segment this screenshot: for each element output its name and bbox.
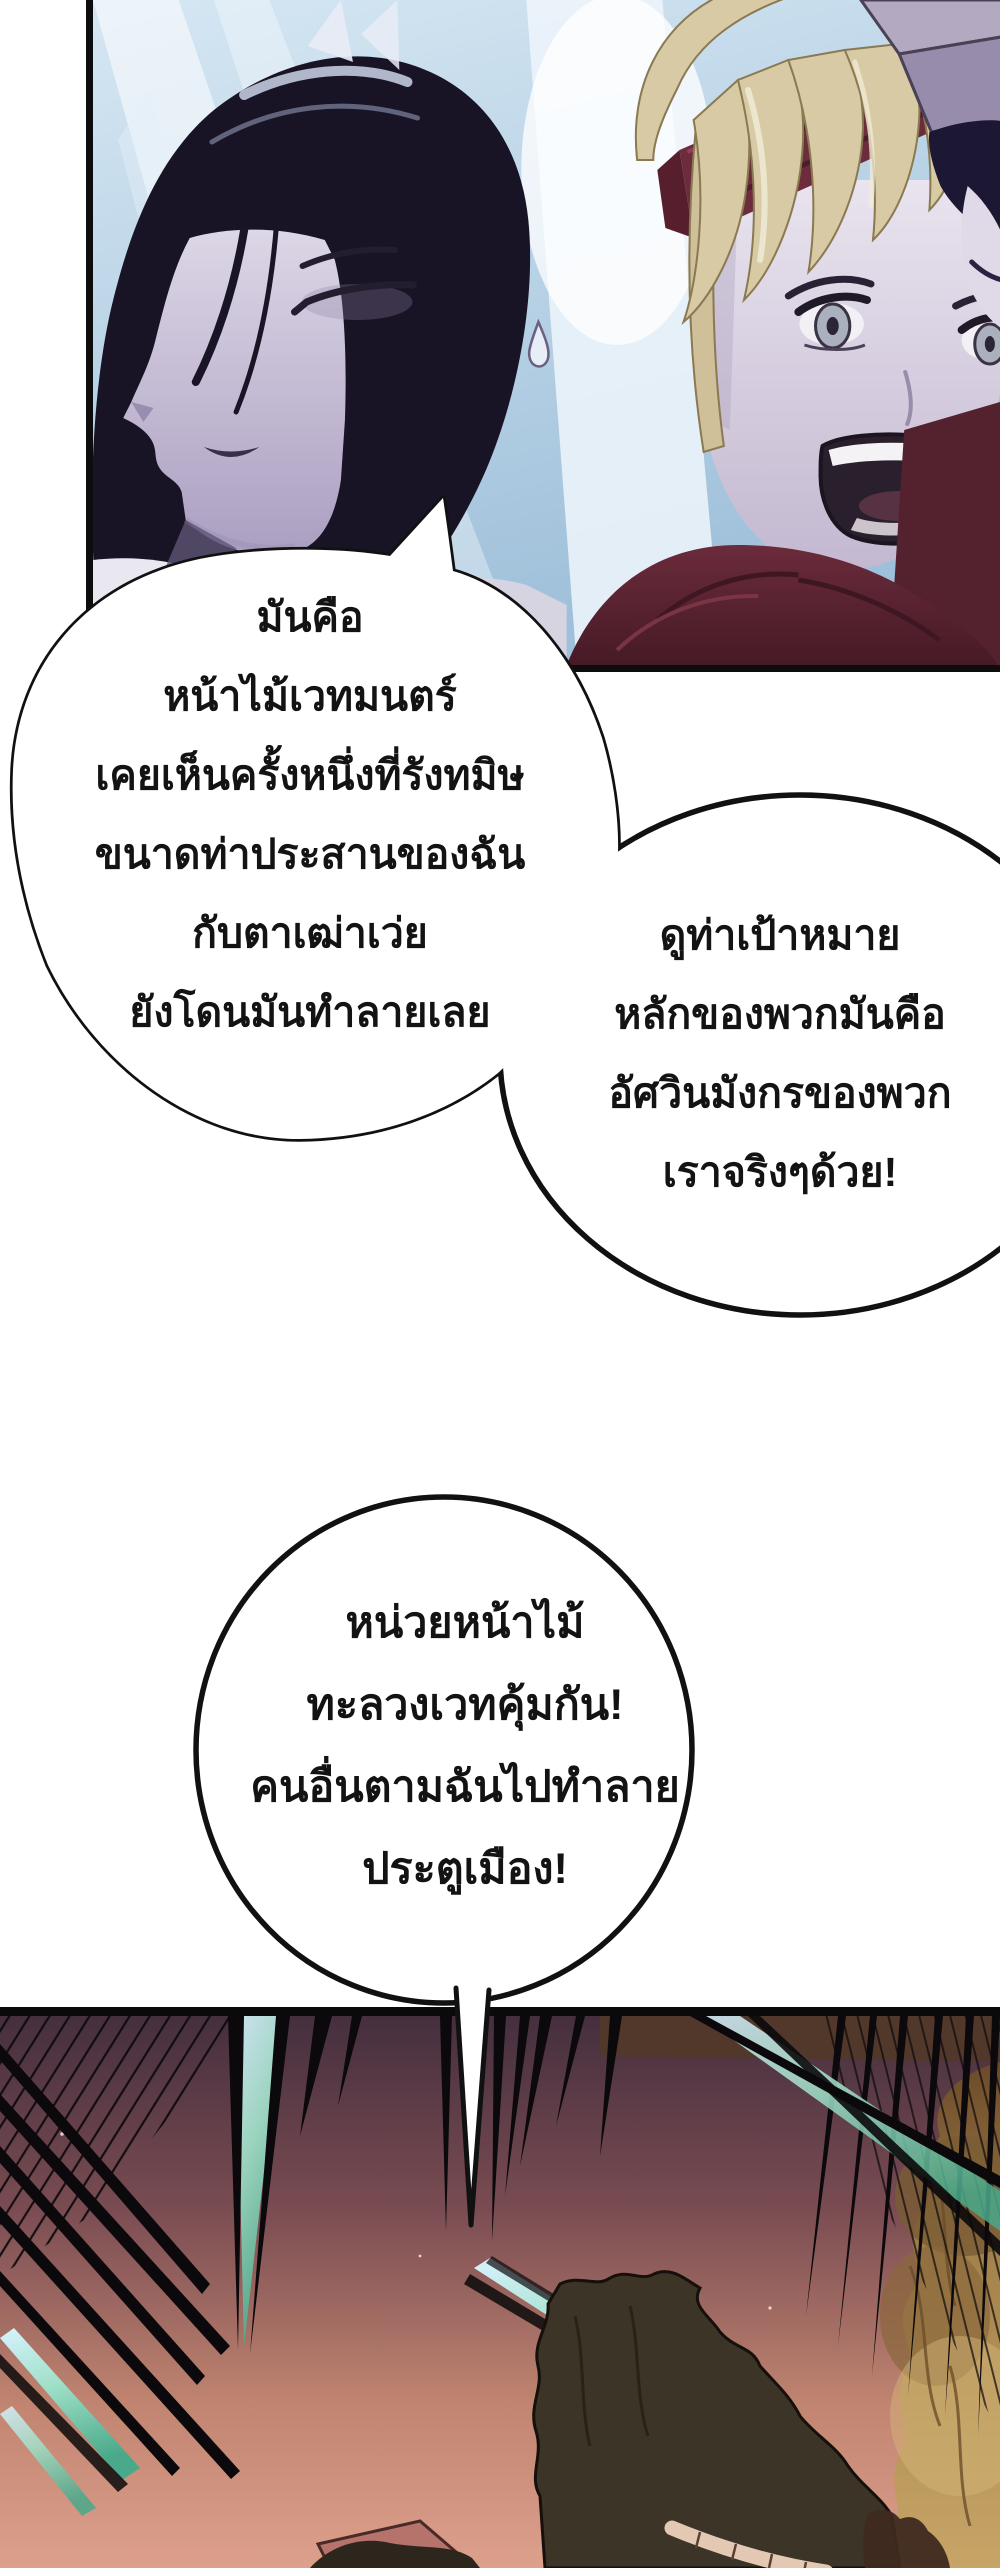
speech-line: หลักของพวกมันคือ (614, 991, 946, 1037)
speech-line: อัศวินมังกรของพวก (608, 1070, 952, 1116)
speech-line: ขนาดท่าประสานของฉัน (94, 831, 526, 877)
speech-line: คนอื่นตามฉันไปทำลาย (250, 1763, 680, 1811)
speech-line: ประตูเมือง! (362, 1845, 568, 1893)
speech-bubble-2-text (545, 896, 1000, 1212)
speech-line: มันคือ (256, 594, 364, 640)
speech-bubble-3-text (200, 1582, 730, 1910)
speech-line: เราจริงๆด้วย! (662, 1149, 898, 1195)
speech-line: กับตาเฒ่าเว่ย (192, 910, 428, 956)
speech-line: หน่วยหน้าไม้ (345, 1599, 585, 1647)
speech-line: หน้าไม้เวทมนตร์ (163, 673, 457, 719)
speech-line: ยังโดนมันทำลายเลย (129, 989, 491, 1035)
speech-line: ทะลวงเวทคุ้มกัน! (306, 1681, 624, 1729)
speech-line: ดูท่าเป้าหมาย (659, 912, 901, 958)
speech-line: เคยเห็นครั้งหนึ่งที่รังทมิษ (95, 752, 525, 798)
speech-bubble-1-text (30, 578, 590, 1052)
